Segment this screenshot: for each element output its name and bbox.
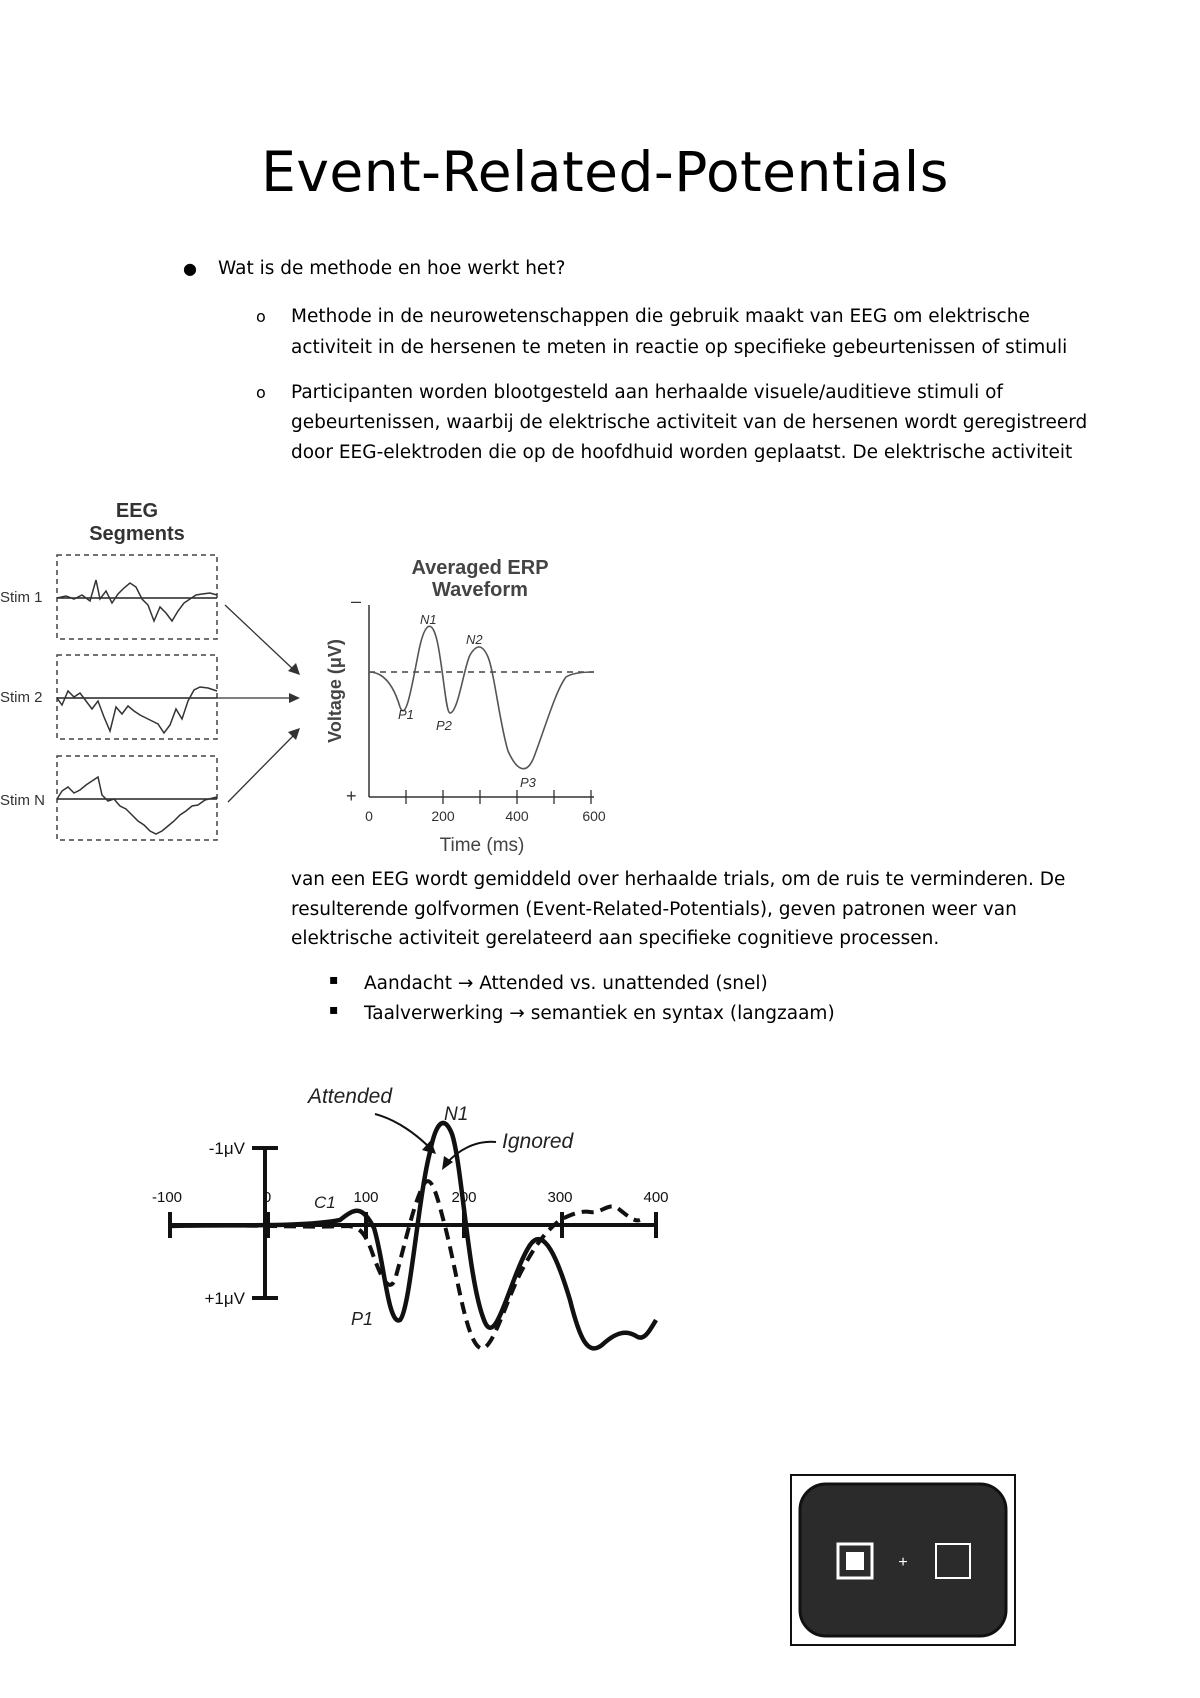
ignored-waveform <box>170 1181 640 1348</box>
n1-label: N1 <box>444 1104 469 1125</box>
stim-1-label: Stim 1 <box>0 589 43 606</box>
x-tick-0: 0 <box>365 808 373 824</box>
y-neg-tick: – <box>351 591 362 611</box>
stimulus-display-image <box>790 1474 1016 1646</box>
x-tick-200: 200 <box>431 808 455 824</box>
x-tick-400: 400 <box>643 1189 669 1206</box>
peak-p3: P3 <box>520 775 536 790</box>
erp-title-1: Averaged ERP <box>411 557 549 579</box>
segments-title-1: EEG <box>115 500 159 522</box>
x-tick-0: 0 <box>262 1189 272 1206</box>
cont-line1: van een EEG wordt gemiddeld over herhaalde trials, om de ruis te verminderen. De <box>291 869 1066 890</box>
x-tick-600: 600 <box>582 808 606 824</box>
x-tick-100: 100 <box>353 1189 379 1206</box>
peak-p2: P2 <box>436 718 452 733</box>
neg-scale-label: -1μV <box>208 1139 245 1158</box>
peak-n2: N2 <box>466 632 483 647</box>
sub-item-language: Taalverwerking → semantiek en syntax (langzaam) <box>364 1003 835 1024</box>
stim-2-label: Stim 2 <box>0 689 43 706</box>
cont-line3: elektrische activiteit gerelateerd aan specifieke cognitieve processen. <box>291 928 940 949</box>
fixation-cross-icon: + <box>898 1554 908 1571</box>
item2-line2: gebeurtenissen, waarbij de elektrische activiteit van de hersenen wordt geregistreerd <box>291 412 1088 433</box>
bullet-square: ▪ <box>329 972 339 988</box>
cont-line2: resulterende golfvormen (Event-Related-Potentials), geven patronen weer van <box>291 899 1017 920</box>
erp-y-label: Voltage (μV) <box>325 639 345 743</box>
erp-averaging-figure <box>0 495 620 855</box>
question-text: Wat is de methode en hoe werkt het? <box>218 258 566 279</box>
target-square <box>846 1552 864 1570</box>
attention-erp-figure <box>140 1080 680 1370</box>
erp-x-label: Time (ms) <box>439 835 525 855</box>
eeg-trace-1 <box>57 580 217 621</box>
item2-line1: Participanten worden blootgesteld aan herhaalde visuele/auditieve stimuli of <box>291 382 1003 403</box>
y-pos-tick: + <box>346 786 357 806</box>
sub-item-attention: Aandacht → Attended vs. unattended (snel) <box>364 973 768 994</box>
erp-waveform <box>369 626 594 768</box>
x-tick-300: 300 <box>547 1189 573 1206</box>
bullet-circle: o <box>256 307 266 326</box>
bullet-square: ▪ <box>329 1002 339 1018</box>
attended-label: Attended <box>307 1085 393 1108</box>
segment-box-2 <box>57 655 217 739</box>
peak-n1: N1 <box>420 612 437 627</box>
item1-line1: Methode in de neurowetenschappen die gebruik maakt van EEG om elektrische <box>291 306 1030 327</box>
item2-line3: door EEG-elektroden die op de hoofdhuid worden geplaatst. De elektrische activiteit <box>291 442 1073 463</box>
bullet-circle: o <box>256 383 266 402</box>
ignored-label: Ignored <box>502 1130 574 1153</box>
x-tick-400: 400 <box>505 808 529 824</box>
c1-label: C1 <box>314 1193 336 1212</box>
peak-p1: P1 <box>398 707 414 722</box>
x-tick-minus100: -100 <box>151 1189 183 1206</box>
stim-n-label: Stim N <box>0 792 45 809</box>
p1-label: P1 <box>351 1309 374 1329</box>
segment-box-n <box>57 756 217 840</box>
pos-scale-label: +1μV <box>204 1289 245 1308</box>
x-tick-200: 200 <box>451 1189 477 1206</box>
item1-line2: activiteit in de hersenen te meten in reactie op specifieke gebeurtenissen of stimuli <box>291 337 1068 358</box>
eeg-trace-2 <box>57 687 217 733</box>
eeg-trace-n <box>57 777 217 834</box>
page-title: Event-Related-Potentials <box>261 140 949 204</box>
bullet-dot: ● <box>183 259 197 278</box>
segments-title-2: Segments <box>89 523 185 545</box>
erp-title-2: Waveform <box>432 579 528 601</box>
